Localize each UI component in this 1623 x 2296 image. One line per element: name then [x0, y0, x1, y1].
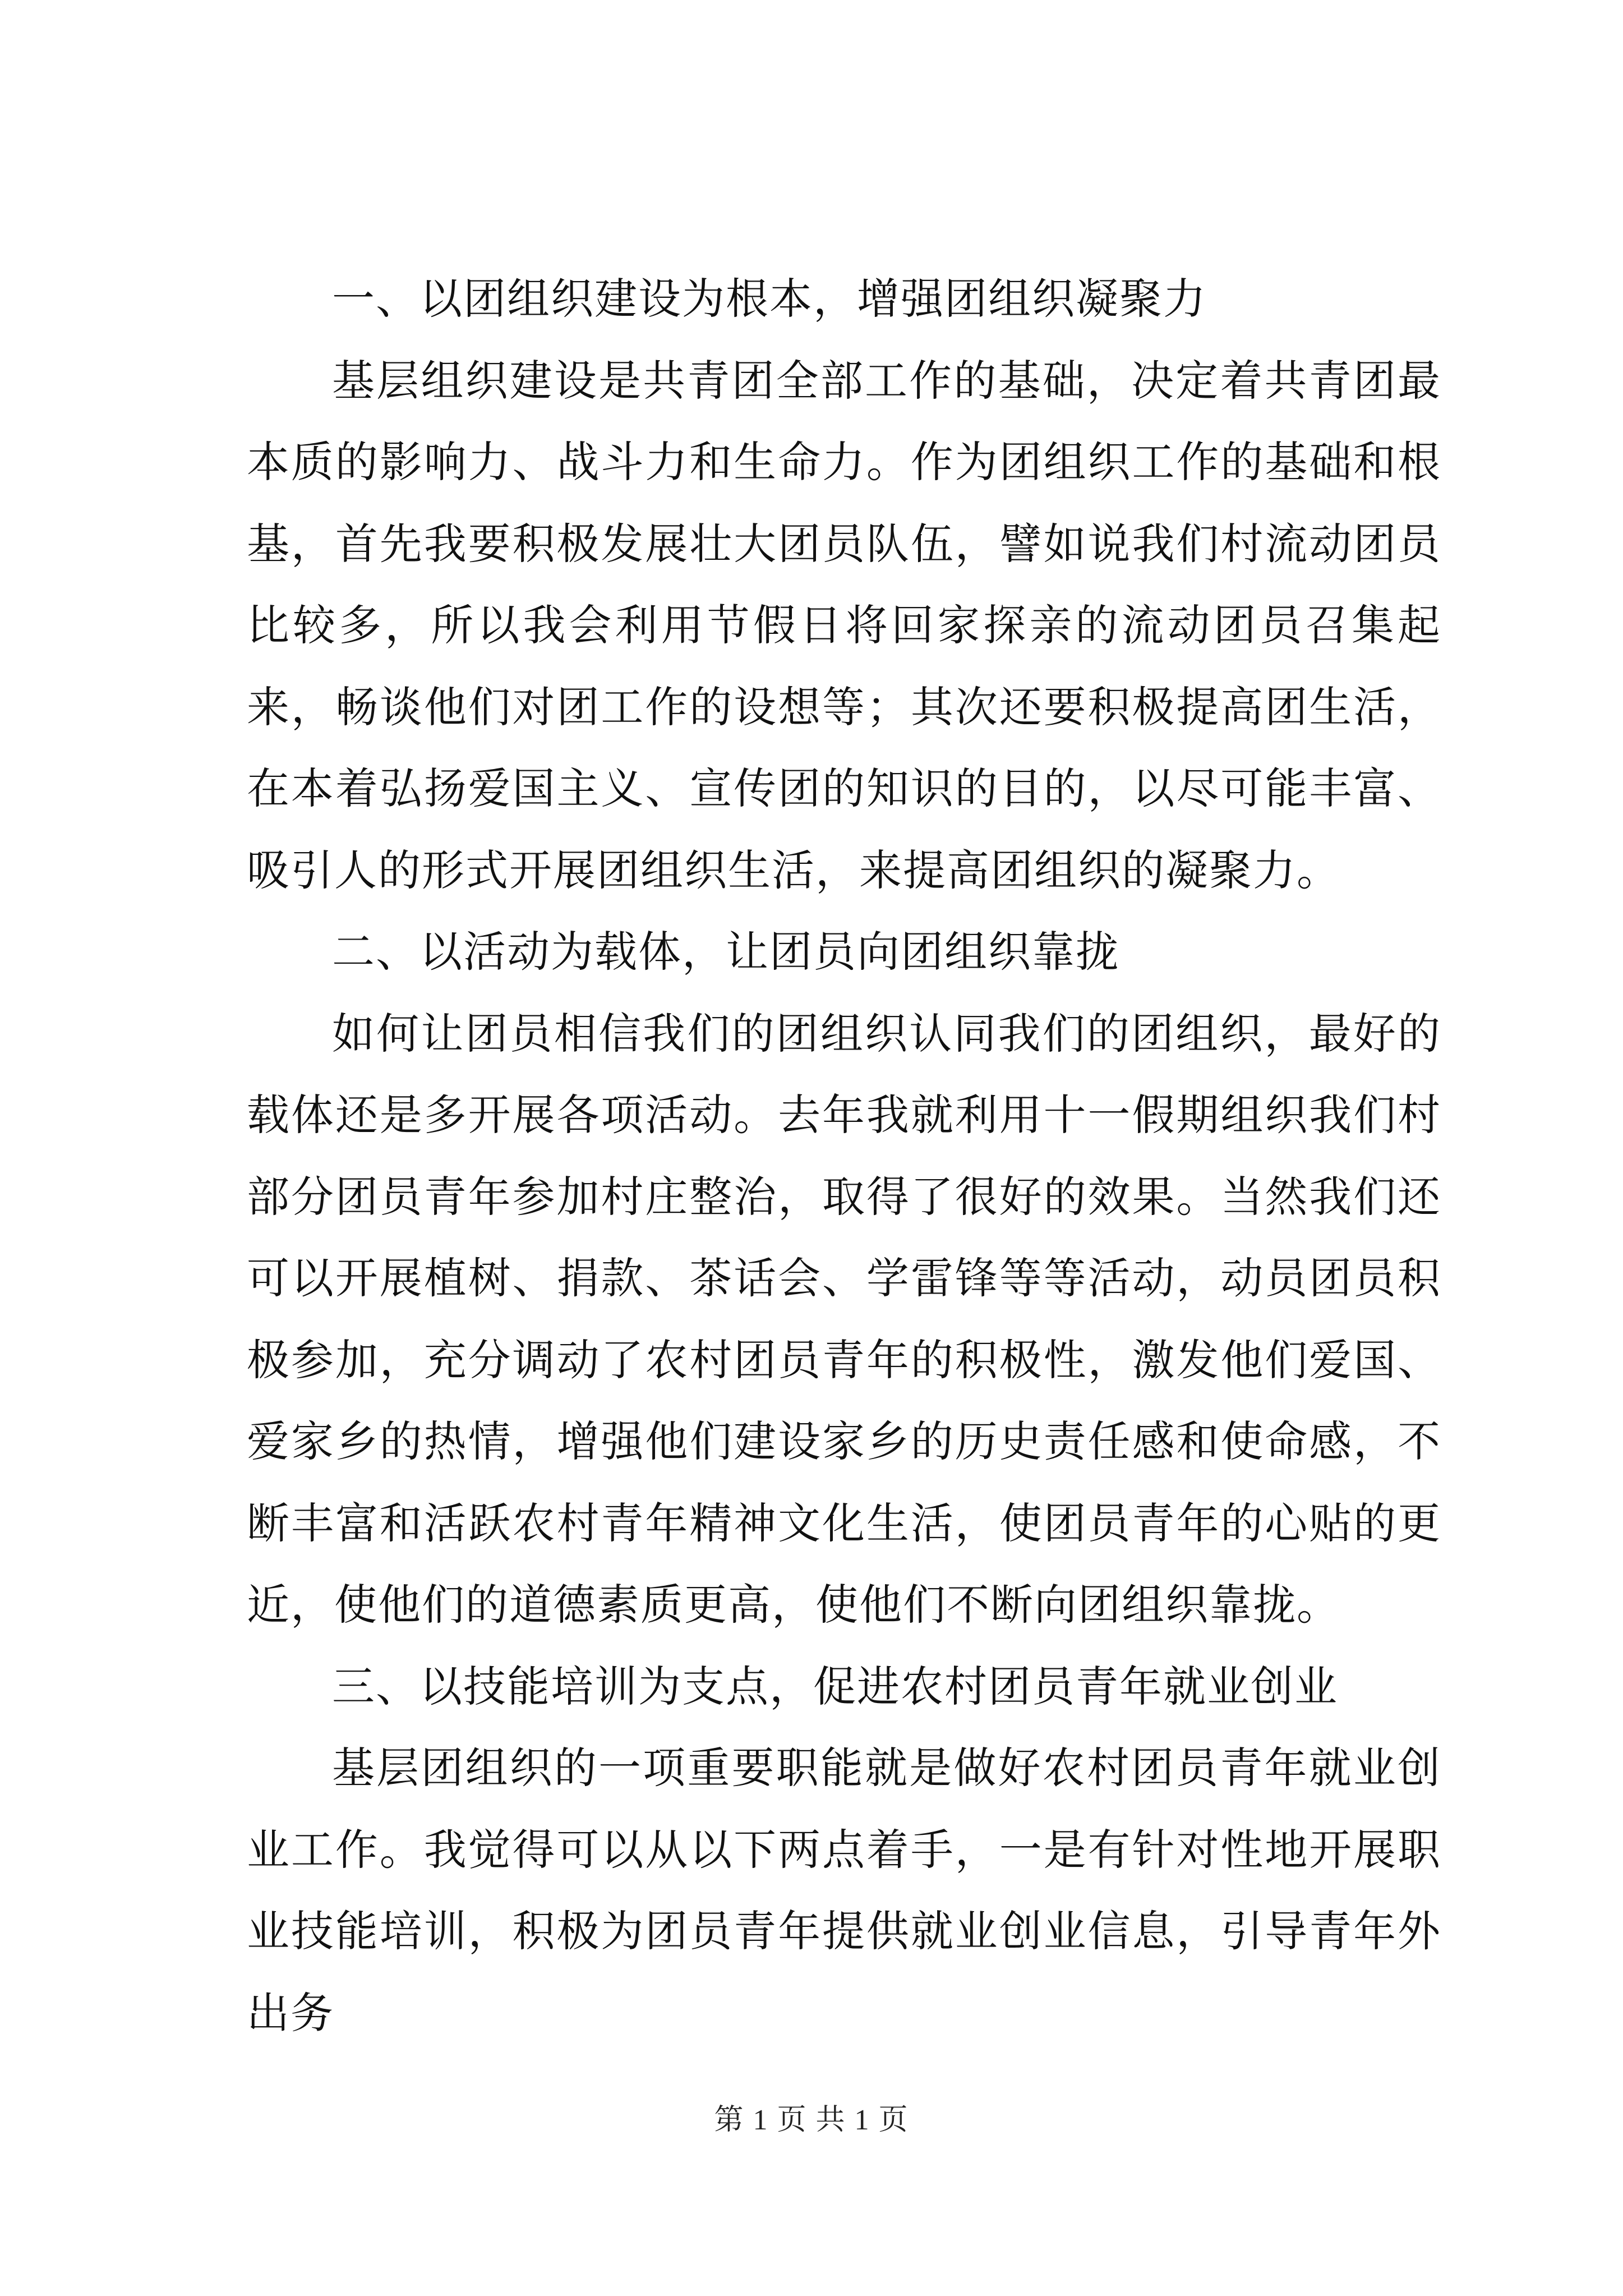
body-paragraph-3: 基层团组织的一项重要职能就是做好农村团员青年就业创业工作。我觉得可以从以下两点着手，一是有针对性地开展职业技能培训，积极为团员青年提供就业创业信息，引导青年外出务: [247, 1743, 1441, 2038]
document-body: [247, 258, 1441, 2054]
body-paragraph-1: 基层组织建设是共青团全部工作的基础，决定着共青团最本质的影响力、战斗力和生命力。作为团组织工作的基础和根基，首先我要积极发展壮大团员队伍，譬如说我们村流动团员比较多，所以我会利用节假日将回家探亲的流动团员召集起来，畅谈他们对团工作的设想等；其次还要积极提高团生活，在本着弘扬爱国主义、宣传团的知识的目的，以尽可能丰富、吸引人的形式开展团组织生活，来提高团组织的凝聚力。: [247, 355, 1441, 895]
section-heading-1: 一、以团组织建设为根本，增强团组织凝聚力: [332, 274, 1207, 324]
section-heading-3: 三、以技能培训为支点，促进农村团员青年就业创业: [332, 1661, 1338, 1711]
page-footer: 第 1 页 共 1 页: [714, 2104, 909, 2136]
section-heading-2: 二、以活动为载体，让团员向团组织靠拢: [332, 927, 1119, 977]
body-paragraph-2: 如何让团员相信我们的团组织认同我们的团组织，最好的载体还是多开展各项活动。去年我就利用十一假期组织我们村部分团员青年参加村庄整治，取得了很好的效果。当然我们还可以开展植树、捐款、茶话会、学雷锋等等活动，动员团员积极参加，充分调动了农村团员青年的积极性，激发他们爱国、爱家乡的热情，增强他们建设家乡的历史责任感和使命感，不断丰富和活跃农村青年精神文化生活，使团员青年的心贴的更近，使他们的道德素质更高，使他们不断向团组织靠拢。: [247, 1008, 1441, 1630]
